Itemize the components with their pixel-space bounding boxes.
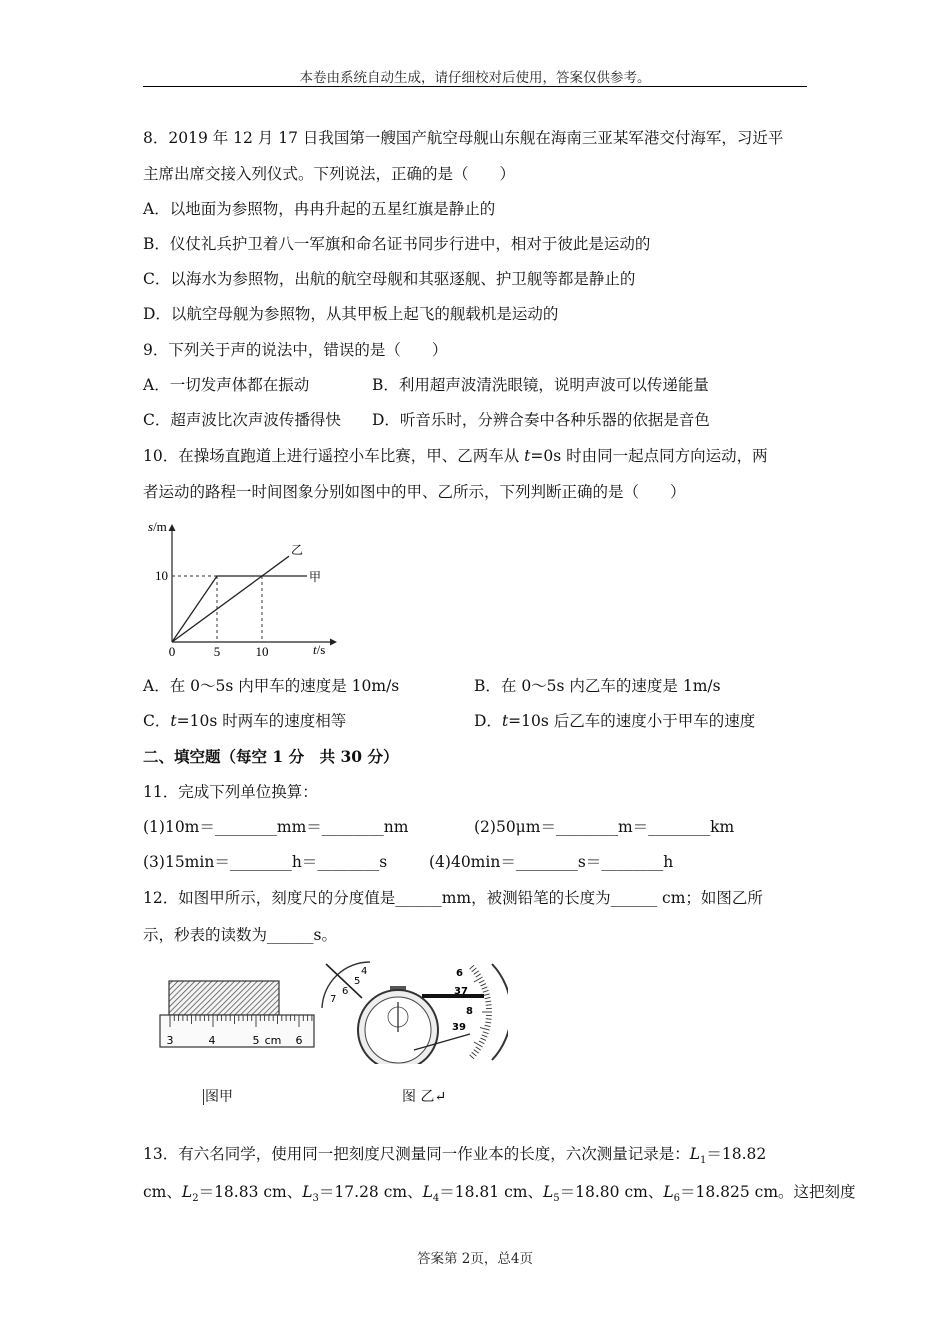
y-tick-10: 10 — [155, 568, 168, 583]
dial-tick — [474, 971, 479, 975]
x-axis-label: t/s — [313, 642, 326, 657]
ruler-label-6: 6 — [295, 1034, 303, 1047]
dial-tick — [472, 968, 477, 972]
q10-option-b: B．在 0～5s 内乙车的速度是 1m/s — [474, 677, 721, 695]
page-footer: 答案第 2页，总4页 — [417, 1251, 533, 1267]
dial-tick — [476, 974, 481, 977]
dial-tick — [474, 977, 483, 982]
large-dial-37: 37 — [454, 986, 468, 997]
large-dial-8: 8 — [466, 1006, 473, 1017]
series-line-yi — [172, 556, 289, 642]
q10-option-c: C．t=10s 时两车的速度相等 — [143, 712, 347, 730]
st-graph — [140, 514, 340, 662]
series-label-yi: 乙 — [291, 543, 304, 558]
dial-tick — [479, 1041, 484, 1044]
q10-stem-line1 — [143, 446, 768, 466]
dial-tick — [486, 1019, 492, 1020]
q11-part-3: (3)15min＝________h＝________s — [143, 853, 388, 871]
q13-line1: 13．有六名同学，使用同一把刻度尺测量同一作业本的长度，六次测量记录是：$L_1=18.82$ — [143, 1145, 767, 1167]
stopwatch-figure — [318, 960, 508, 1064]
q13-line2: cm、$L_2=18.83$ cm、$L_3=17.28$ cm、$L_4=18.81$ cm、$L_5=18.80$ cm、$L_6=18.825$ cm。这把刻度 — [143, 1183, 856, 1205]
q11-stem: 11．完成下列单位换算： — [143, 783, 318, 801]
dial-tick — [480, 1038, 485, 1040]
q10-stem-t: t — [524, 447, 531, 465]
dial-tick — [485, 1001, 491, 1002]
q10-stem-line2: 者运动的路程一时间图象分别如图中的甲、乙所示，下列判断正确的是（ ） — [143, 483, 686, 501]
y-axis-arrow — [169, 524, 176, 531]
caption-fig-a: 图甲 — [205, 1089, 233, 1105]
x-axis-arrow — [330, 639, 337, 646]
x-tick-10: 10 — [255, 644, 269, 659]
large-dial-39: 39 — [452, 1022, 466, 1033]
ruler-label-cm: cm — [264, 1034, 282, 1047]
dial-tick — [470, 1055, 474, 1059]
dial-tick — [479, 980, 484, 983]
ruler-label-5: 5 — [252, 1034, 260, 1047]
dial-tick — [470, 965, 474, 969]
series-line-jia — [172, 576, 307, 642]
q10-option-a: A．在 0～5s 内甲车的速度是 10m/s — [143, 677, 400, 695]
q9-option-a: A．一切发声体都在振动 — [143, 376, 310, 394]
caption-fig-b: 图 乙↵ — [402, 1089, 447, 1105]
small-dial-6: 6 — [342, 986, 349, 997]
q8-option-d: D．以航空母舰为参照物，从其甲板上起飞的舰载机是运动的 — [143, 305, 559, 323]
q9-option-b: B．利用超声波清洗眼镜，说明声波可以传递能量 — [372, 376, 709, 394]
dial-tick — [485, 1022, 491, 1023]
dial-tick — [482, 987, 488, 989]
q8-option-a: A．以地面为参照物，冉冉升起的五星红旗是静止的 — [143, 200, 496, 218]
q9-stem: 9．下列关于声的说法中，错误的是（ ） — [143, 341, 448, 359]
ruler-figure — [158, 978, 320, 1050]
ruler-label-4: 4 — [208, 1034, 216, 1047]
dial-tick — [472, 1052, 477, 1056]
q10-option-d: D．t=10s 后乙车的速度小于甲车的速度 — [474, 712, 756, 730]
q8-stem-line2: 主席出席交接入列仪式。下列说法，正确的是（ ） — [143, 165, 516, 183]
dial-tick — [476, 1047, 481, 1050]
q12-line1: 12．如图甲所示，刻度尺的分度值是______mm，被测铅笔的长度为______ cm；如图乙所 — [143, 889, 763, 907]
ruler-label-3: 3 — [166, 1034, 174, 1047]
q10-stem-text-b: =0s 时由同一起点同方向运动，两 — [530, 447, 768, 465]
q11-part-1: (1)10m＝________mm＝________nm — [143, 818, 409, 836]
large-dial-arc — [492, 964, 508, 1060]
small-dial-5: 5 — [354, 976, 361, 987]
dial-tick — [474, 1042, 483, 1047]
q8-stem-line1: 8．2019 年 12 月 17 日我国第一艘国产航空母舰山东舰在海南三亚某军港交付海军，习近平 — [143, 129, 784, 147]
dial-tick — [486, 1005, 492, 1006]
large-dial-6: 6 — [456, 968, 463, 979]
q10-stem-text-a: 10．在操场直跑道上进行遥控小车比赛，甲、乙两车从 — [143, 447, 525, 465]
dial-tick — [483, 1032, 489, 1034]
q8-option-b: B．仪仗礼兵护卫着八一军旗和命名证书同步行进中，相对于彼此是运动的 — [143, 235, 651, 253]
q12-line2: 示，秒表的读数为______s。 — [143, 926, 337, 944]
x-tick-0: 0 — [168, 644, 176, 659]
page-header: 本卷由系统自动生成，请仔细校对后使用，答案仅供参考。 — [299, 70, 651, 86]
dial-tick — [480, 984, 485, 986]
header-rule — [143, 86, 807, 87]
dial-tick — [485, 1025, 491, 1026]
small-dial-7: 7 — [330, 994, 337, 1005]
q11-part-4: (4)40min＝________s＝________h — [429, 853, 674, 871]
dial-tick — [482, 1035, 488, 1037]
dial-tick — [485, 997, 491, 998]
dial-tick — [483, 990, 489, 992]
q9-option-d: D．听音乐时，分辨合奏中各种乐器的依据是音色 — [372, 411, 710, 429]
series-label-jia: 甲 — [309, 570, 322, 584]
q8-option-c: C．以海水为参照物，出航的航空母舰和其驱逐舰、护卫舰等都是静止的 — [143, 270, 636, 288]
q11-part-2: (2)50μm＝________m＝________km — [474, 818, 735, 836]
x-tick-5: 5 — [213, 644, 221, 659]
small-dial-4: 4 — [361, 966, 368, 977]
y-axis-label: s/m — [148, 519, 167, 534]
q9-option-c: C．超声波比次声波传播得快 — [143, 411, 341, 429]
dial-tick — [474, 1050, 479, 1054]
dial-tick — [480, 1028, 490, 1031]
pencil-block — [169, 981, 279, 1015]
section-2-title: 二、填空题（每空 1 分 共 30 分） — [143, 747, 399, 766]
